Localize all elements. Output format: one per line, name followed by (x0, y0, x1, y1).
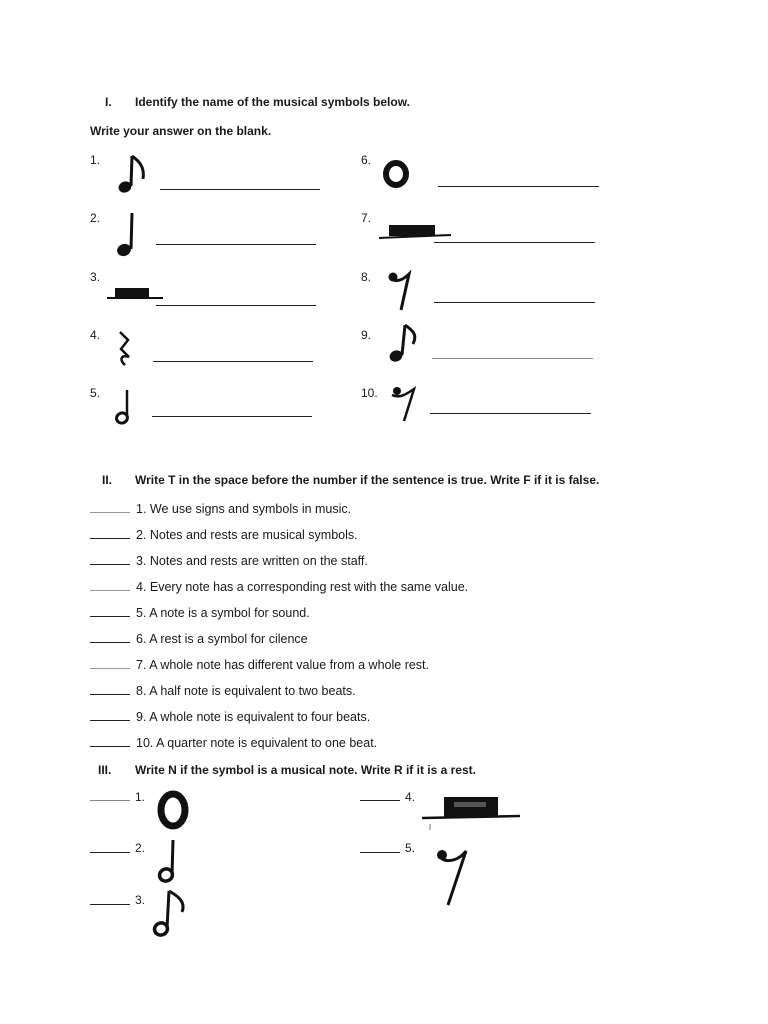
answer-blank[interactable] (156, 244, 316, 245)
quarter-note-icon (113, 211, 143, 261)
answer-blank[interactable] (90, 564, 130, 565)
answer-blank[interactable] (152, 416, 312, 417)
answer-blank[interactable] (153, 361, 313, 362)
eighth-rest-icon (432, 845, 474, 909)
answer-blank[interactable] (90, 668, 130, 669)
statement-text: 1. We use signs and symbols in music. (136, 502, 352, 516)
eighth-rest-icon (385, 270, 415, 312)
answer-blank[interactable] (360, 852, 400, 853)
list-item (90, 606, 310, 620)
item-number: 2. (135, 841, 146, 855)
statement-text: 9. A whole note is equivalent to four beats. (136, 710, 371, 724)
answer-blank[interactable] (360, 800, 400, 801)
list-item (90, 554, 368, 568)
statement-text: 6. A rest is a symbol for cilence (136, 632, 308, 646)
item-number: 5. (90, 386, 101, 400)
item-number: 6. (361, 153, 372, 167)
list-item (90, 528, 358, 542)
part1-instruction: Write your answer on the blank. (90, 124, 272, 138)
answer-blank[interactable] (90, 590, 130, 591)
quarter-rest-icon (115, 330, 137, 368)
answer-blank[interactable] (90, 616, 130, 617)
statement-text: 2. Notes and rests are musical symbols. (136, 528, 358, 542)
item-number: 10. (361, 386, 378, 400)
statement-text: 8. A half note is equivalent to two beats. (136, 684, 356, 698)
eighth-note-icon (150, 888, 192, 940)
part1-numeral: I. (105, 95, 112, 109)
item-number: 1. (135, 790, 146, 804)
item-number: 4. (90, 328, 101, 342)
statement-text: 3. Notes and rests are written on the staff. (136, 554, 368, 568)
item-number: 7. (361, 211, 372, 225)
item-number: 3. (135, 893, 146, 907)
statement-text: 4. Every note has a corresponding rest with the same value. (136, 580, 469, 594)
half-note-icon (113, 388, 135, 428)
answer-blank[interactable] (90, 694, 130, 695)
list-item (90, 502, 351, 516)
list-item (90, 632, 308, 646)
item-number: 3. (90, 270, 101, 284)
answer-blank[interactable] (90, 538, 130, 539)
answer-blank[interactable] (160, 189, 320, 190)
statement-text: 5. A note is a symbol for sound. (136, 606, 310, 620)
answer-blank[interactable] (90, 746, 130, 747)
list-item (90, 736, 377, 750)
item-number: 1. (90, 153, 101, 167)
statement-text: 10. A quarter note is equivalent to one beat. (136, 736, 378, 750)
part3-numeral: III. (98, 763, 112, 777)
list-item (90, 684, 356, 698)
answer-blank[interactable] (90, 800, 130, 801)
part2-numeral: II. (102, 473, 113, 487)
whole-note-icon (153, 788, 195, 832)
answer-blank[interactable] (432, 358, 593, 359)
statement-text: 7. A whole note has different value from a whole rest. (136, 658, 429, 672)
whole-note-icon (381, 158, 413, 190)
part2-title: Write T in the space before the number if the sentence is true. Write F if it is false. (135, 473, 600, 487)
item-number: 5. (405, 841, 416, 855)
answer-blank[interactable] (90, 852, 130, 853)
item-number: 9. (361, 328, 372, 342)
eighth-note-icon (386, 322, 422, 366)
answer-blank[interactable] (90, 904, 130, 905)
answer-blank[interactable] (90, 512, 130, 513)
list-item (90, 710, 370, 724)
whole-rest-icon (420, 792, 524, 832)
answer-blank[interactable] (90, 720, 130, 721)
list-item (90, 580, 468, 594)
answer-blank[interactable] (438, 186, 599, 187)
answer-blank[interactable] (434, 302, 595, 303)
eighth-rest-icon (388, 383, 420, 425)
item-number: 2. (90, 211, 101, 225)
part3-title: Write N if the symbol is a musical note. Write R if it is a rest. (135, 763, 476, 777)
answer-blank[interactable] (156, 305, 316, 306)
answer-blank[interactable] (90, 642, 130, 643)
part1-title: Identify the name of the musical symbols below. (135, 95, 410, 109)
item-number: 4. (405, 790, 416, 804)
answer-blank[interactable] (434, 242, 595, 243)
list-item (90, 658, 429, 672)
answer-blank[interactable] (430, 413, 591, 414)
eighth-note-icon (115, 153, 151, 197)
half-note-icon (155, 838, 183, 888)
half-rest-icon (105, 284, 165, 304)
item-number: 8. (361, 270, 372, 284)
whole-rest-icon (377, 222, 453, 242)
